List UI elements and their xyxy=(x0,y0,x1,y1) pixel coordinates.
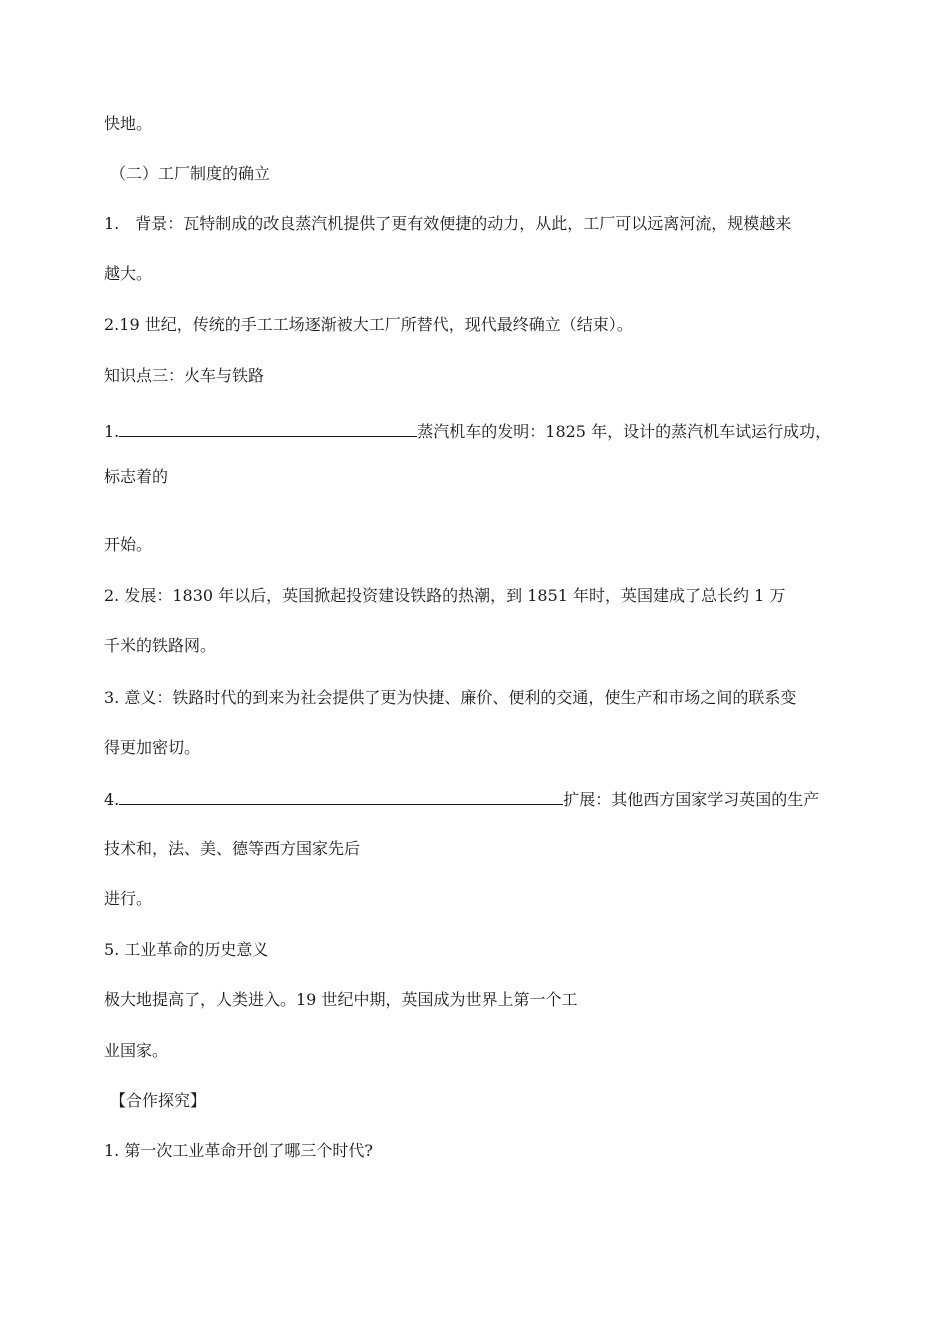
item-number: 4. xyxy=(104,790,120,809)
item-number: 1. xyxy=(104,422,120,441)
question-1: 1. 第一次工业革命开创了哪三个时代? xyxy=(104,1141,373,1160)
fill-in-blank[interactable] xyxy=(119,789,563,805)
text-line: 得更加密切。 xyxy=(104,738,201,757)
fill-in-blank[interactable] xyxy=(119,421,417,437)
item-4 xyxy=(104,789,819,810)
text-line: 进行。 xyxy=(104,889,153,908)
text-line: 3. 意义：铁路时代的到来为社会提供了更为快捷、廉价、便利的交通，使生产和市场之间的联系变 xyxy=(104,688,797,707)
text-line: 2.19 世纪，传统的手工工场逐渐被大工厂所替代，现代最终确立（结束）。 xyxy=(104,315,633,334)
text-line: 开始。 xyxy=(104,535,153,554)
text-line: 千米的铁路网。 xyxy=(104,636,217,655)
item-1 xyxy=(104,421,831,442)
text-line: 技术和，法、美、德等西方国家先后 xyxy=(104,839,361,858)
item-text: 蒸汽机车的发明：1825 年，设计的蒸汽机车试运行成功， xyxy=(417,422,832,441)
item-5-heading: 5. 工业革命的历史意义 xyxy=(104,940,269,959)
text-line: 越大。 xyxy=(104,264,153,283)
text-line: 极大地提高了，人类进入。19 世纪中期，英国成为世界上第一个工 xyxy=(104,990,578,1009)
text-line: 快地。 xyxy=(104,114,153,133)
text-line: 标志着的 xyxy=(104,467,169,486)
item-text: 扩展：其他西方国家学习英国的生产 xyxy=(563,790,820,809)
section-title: 【合作探究】 xyxy=(110,1091,207,1110)
text-line: 业国家。 xyxy=(104,1041,169,1060)
text-line: 2. 发展：1830 年以后，英国掀起投资建设铁路的热潮，到 1851 年时，英国建成了总长约 1 万 xyxy=(104,586,786,605)
section-heading: （二）工厂制度的确立 xyxy=(110,164,271,183)
knowledge-heading: 知识点三：火车与铁路 xyxy=(104,366,265,385)
text-line: 1. 背景：瓦特制成的改良蒸汽机提供了更有效便捷的动力，从此，工厂可以远离河流，规模越来 xyxy=(104,214,792,233)
